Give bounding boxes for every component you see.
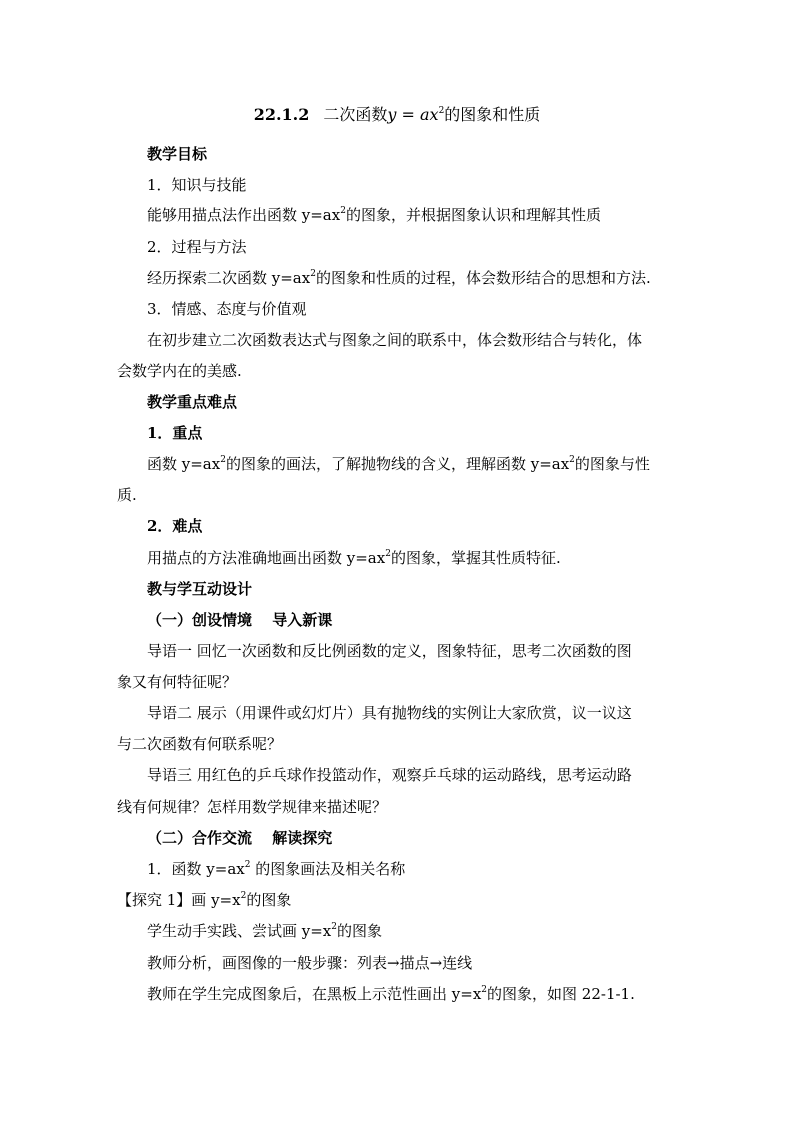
- goal3-title: 3．情感、态度与价值观: [147, 300, 307, 318]
- part2-item1-a: 1．函数 y=ax: [147, 860, 245, 878]
- design-heading: 教与学互动设计: [147, 580, 253, 598]
- goal1-title: 1．知识与技能: [147, 176, 247, 194]
- title-math-exponent: 2: [438, 105, 445, 116]
- key1-text-c: 的图象与性: [574, 455, 650, 473]
- part2-item1-b: 的图象画法及相关名称: [250, 860, 406, 878]
- key1-text-line2: 质.: [117, 486, 137, 504]
- goal1-text: [147, 205, 712, 225]
- student-practice-b: 的图象: [337, 922, 383, 940]
- key1-exponent-2: 2: [569, 455, 575, 465]
- key2-exponent: 2: [385, 549, 391, 559]
- intro2-line2: 与二次函数有何联系呢？: [117, 735, 283, 753]
- teacher-draw-exponent: 2: [481, 985, 488, 995]
- goal3-text-line2: 会数学内在的美感.: [117, 362, 242, 380]
- goal2-text: [147, 268, 712, 288]
- intro2-line1: 导语二 展示（用课件或幻灯片）具有抛物线的实例让大家欣赏，议一议这: [147, 704, 632, 722]
- goal3-text-line1: 在初步建立二次函数表达式与图象之间的联系中，体会数形结合与转化，体: [147, 331, 643, 349]
- student-practice: [147, 921, 712, 941]
- title-math-y: y: [387, 105, 397, 124]
- key1-title: 1．重点: [147, 424, 203, 442]
- title-math-eq: =: [396, 105, 420, 124]
- goal1-text-a: 能够用描点法作出函数 y=ax: [147, 206, 341, 224]
- section-number: 22.1.2: [253, 105, 310, 124]
- teacher-analysis: 教师分析，画图像的一般步骤：列表→描点→连线: [147, 954, 473, 972]
- key2-title: 2．难点: [147, 517, 203, 535]
- goal2-text-b: 的图象和性质的过程，体会数形结合的思想和方法.: [315, 269, 651, 287]
- teacher-draw-a: 教师在学生完成图象后，在黑板上示范性画出 y=x: [147, 985, 482, 1003]
- part2-item1: [147, 859, 712, 879]
- key1-text-line1: [147, 454, 712, 474]
- explore1-exponent: 2: [240, 891, 247, 901]
- intro1-line2: 象又有何特征呢？: [117, 673, 238, 691]
- intro3-line1: 导语三 用红色的乒乓球作投篮动作，观察乒乓球的运动路线，思考运动路: [147, 766, 632, 784]
- explore1-a: 【探究 1】画 y=x: [117, 891, 241, 909]
- key1-text-b: 的图象的画法，了解抛物线的含义，理解函数 y=ax: [225, 455, 570, 473]
- student-practice-exponent: 2: [331, 922, 338, 932]
- intro3-line2: 线有何规律？怎样用数学规律来描述呢？: [117, 798, 388, 816]
- teacher-draw: [147, 984, 712, 1004]
- part1-heading: （一）创设情境 导入新课: [147, 611, 333, 629]
- goal1-exponent: 2: [340, 206, 346, 216]
- teacher-draw-b: 的图象，如图 22-1-1.: [487, 985, 635, 1003]
- goal2-title: 2．过程与方法: [147, 238, 247, 256]
- goal2-text-a: 经历探索二次函数 y=ax: [147, 269, 311, 287]
- page-title: [0, 104, 794, 126]
- key2-text: [147, 548, 712, 568]
- key2-text-b: 的图象，掌握其性质特征.: [390, 549, 561, 567]
- goal2-exponent: 2: [310, 269, 316, 279]
- key-heading: 教学重点难点: [147, 393, 238, 411]
- explore1-b: 的图象: [246, 891, 292, 909]
- goals-heading: 教学目标: [147, 145, 208, 163]
- key2-text-a: 用描点的方法准确地画出函数 y=ax: [147, 549, 386, 567]
- key1-exponent-1: 2: [220, 455, 226, 465]
- key1-text-a: 函数 y=ax: [147, 455, 221, 473]
- title-math-ax: ax: [420, 105, 439, 124]
- explore1: [117, 890, 682, 910]
- part2-heading: （二）合作交流 解读探究: [147, 829, 333, 847]
- title-post: 的图象和性质: [444, 105, 541, 124]
- title-pre: 二次函数: [323, 105, 388, 124]
- student-practice-a: 学生动手实践、尝试画 y=x: [147, 922, 332, 940]
- intro1-line1: 导语一 回忆一次函数和反比例函数的定义，图象特征，思考二次函数的图: [147, 642, 632, 660]
- part2-item1-exponent: 2: [244, 860, 251, 870]
- goal1-text-b: 的图象，并根据图象认识和理解其性质: [345, 206, 601, 224]
